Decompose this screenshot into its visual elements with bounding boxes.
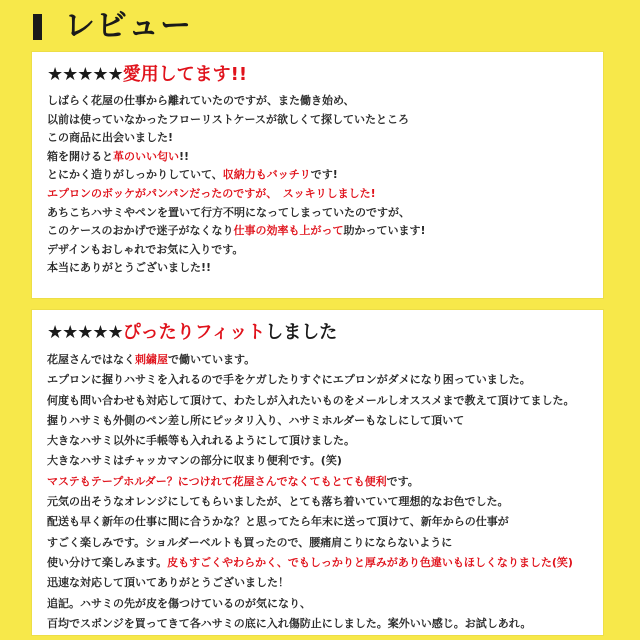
review-text: です!: [310, 168, 338, 182]
review-text: で働いています。: [168, 353, 256, 366]
review-line: [47, 533, 587, 553]
highlight-text: 皮もすごくやわらかく、でもしっかりと厚みがあり色違いもほしくなりました(笑): [167, 555, 573, 569]
review-text: 迅速な対応して頂いてありがとうございました！: [47, 576, 289, 590]
review-line: [47, 492, 587, 512]
review-text: とにかく造りがしっかりしていて、: [47, 168, 223, 182]
review-line: [47, 92, 587, 111]
review-text: 何度も問い合わせも対応して頂けて、わたしが入れたいものをメールしオススメまで教えて頂けてました。: [47, 393, 575, 407]
review-line: [47, 411, 587, 431]
review-title-text: しました: [265, 322, 338, 343]
review-line: [47, 111, 587, 130]
review-line: [47, 472, 587, 492]
section-header: [0, 0, 640, 44]
review-title: [47, 320, 587, 346]
review-text: 箱を開けると: [47, 149, 113, 163]
review-text: 百均でスポンジを買ってきて各ハサミの底に入れ傷防止にしました。案外いい感じ。お試しあれ。: [47, 616, 532, 630]
review-line: [47, 431, 587, 451]
review-text: 元気の出そうなオレンジにしてもらいましたが、とても落ち着いていて理想的なお色でした。: [47, 495, 509, 509]
review-text: しばらく花屋の仕事から離れていたのですが、また働き始め、: [47, 94, 355, 107]
highlight-text: 仕事の効率も上がって: [233, 224, 344, 238]
review-text: 助かっています!: [343, 224, 426, 238]
review-text: です。: [386, 474, 419, 488]
highlight-text: エプロンのボッケがパンパンだったのですが、: [47, 186, 272, 200]
review-text: 使い分けて楽しみます。: [47, 555, 168, 569]
review-text: 追記。ハサミの先が皮を傷つけているのが気になり、: [47, 596, 311, 610]
star-rating: ★★★★★: [47, 64, 123, 85]
review-line: [47, 185, 587, 204]
review-line: [47, 614, 587, 634]
review-text: この商品に出会いました!: [47, 131, 174, 145]
review-line: [47, 350, 587, 370]
highlight-text: 刺繍屋: [135, 353, 168, 366]
review-text: 握りハサミも外側のペン差し所にピッタリ入り、ハサミホルダーもなしにして頂いて: [47, 413, 465, 427]
review-text: あちこちハサミやペンを置いて行方不明になってしまっていたのですが、: [47, 205, 410, 219]
header-accent-bar: [33, 14, 42, 40]
review-card-1: [32, 52, 603, 298]
review-text: すごく楽しみです。ショルダーベルトも買ったので、腰痛肩こりにならないように: [47, 535, 453, 549]
page-title: レビュー: [64, 8, 192, 44]
review-text: エプロンに握りハサミを入れるので手をケガしたりすぐにエプロンがダメになり困っていました。: [47, 373, 531, 387]
star-rating: ★★★★★: [47, 322, 123, 343]
review-line: [47, 204, 587, 223]
review-text: 花屋さんではなく: [47, 353, 135, 366]
highlight-text: 収納力もバッチリ: [222, 168, 311, 182]
review-text: 配送も早く新年の仕事に間に合うかな？と思ってたら年末に送って頂けて、新年からの仕事が: [47, 515, 509, 529]
review-line: [47, 512, 587, 532]
review-line: [47, 241, 587, 260]
review-text: 大きなハサミ以外に手帳等も入れれるようにして頂けました。: [47, 434, 355, 448]
review-card-2: [32, 310, 603, 635]
review-body: [47, 350, 587, 634]
review-text: [272, 187, 283, 200]
highlight-text: 革のいい匂い: [113, 149, 179, 163]
review-text: 本当にありがとうございました!!: [47, 261, 212, 275]
review-line: [47, 222, 587, 241]
review-line: [47, 148, 587, 167]
review-title-highlight: ぴったりフィット: [122, 322, 266, 343]
review-line: [47, 451, 587, 471]
review-line: [47, 129, 587, 148]
review-text: 以前は使っていなかったフローリストケースが欲しくて探していたところ: [47, 112, 410, 126]
review-line: [47, 391, 587, 411]
review-line: [47, 553, 587, 573]
highlight-text: スッキリしました!: [282, 186, 376, 200]
review-text: このケースのおかげで迷子がなくなり: [47, 224, 234, 238]
review-line: [47, 370, 587, 390]
review-title-text: 愛用してます!!: [122, 64, 248, 85]
review-line: [47, 573, 587, 593]
review-line: [47, 166, 587, 185]
review-title: [47, 62, 587, 88]
highlight-text: マステもテープホルダー？につけれて花屋さんでなくてもとても便利: [47, 474, 387, 488]
review-text: 大きなハサミはチャッカマンの部分に収まり便利です。(笑): [47, 454, 342, 468]
review-text: デザインもおしゃれでお気に入りです。: [47, 242, 244, 256]
review-body: [47, 92, 587, 278]
review-line: [47, 594, 587, 614]
review-text: !!: [179, 149, 190, 163]
review-line: [47, 259, 587, 278]
